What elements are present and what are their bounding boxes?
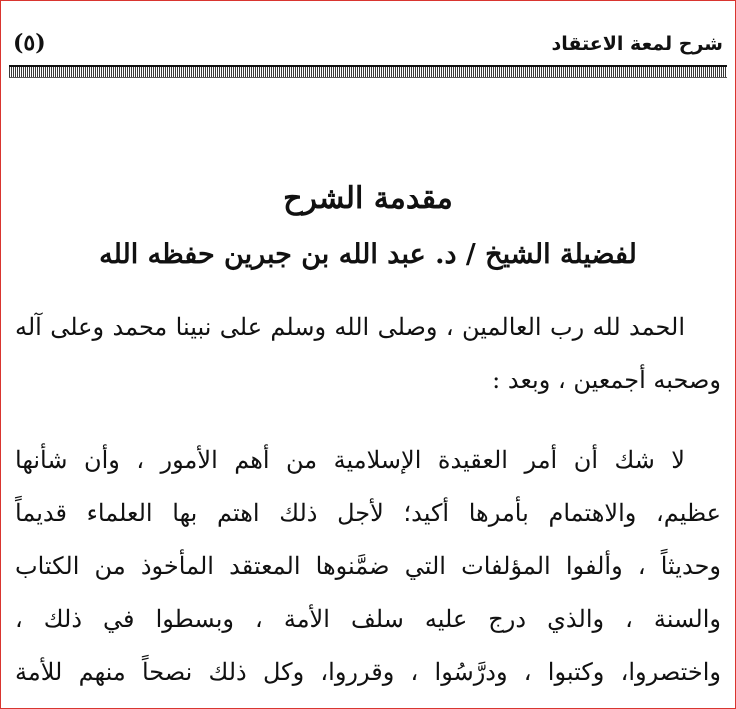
- text-line: وصحبه أجمعين ، وبعد :: [492, 366, 721, 394]
- section-title: مقدمة الشرح: [283, 181, 453, 216]
- header-rule: [9, 65, 727, 78]
- text-line: وحديثاً ، وألفوا المؤلفات التي ضمَّنوها المعتقد المأخوذ من الكتاب: [15, 552, 722, 580]
- body-text: [15, 301, 721, 699]
- text-line: لا شك أن أمر العقيدة الإسلامية من أهم الأمور ، وأن شأنها: [15, 446, 685, 474]
- text-line: والسنة ، والذي درج عليه سلف الأمة ، وبسطوا في ذلك ،: [15, 605, 721, 633]
- page-number: (٥): [13, 30, 46, 56]
- paragraph-creed: [15, 434, 721, 699]
- text-line: الحمد لله رب العالمين ، وصلى الله وسلم على نبينا محمد وعلى آله: [15, 313, 685, 341]
- page-header: [1, 1, 735, 71]
- paragraph-opening: [15, 301, 721, 407]
- author-line: لفضيلة الشيخ / د. عبد الله بن جبرين حفظه الله: [99, 239, 637, 270]
- text-line: عظيم، والاهتمام بأمرها أكيد؛ لأجل ذلك اهتم بها العلماء قديماً: [15, 499, 721, 527]
- paragraph-gap: [15, 407, 721, 434]
- book-title: شرح لمعة الاعتقاد: [551, 33, 723, 55]
- text-line: واختصروا، وكتبوا ، ودرَّسُوا ، وقرروا، وكل ذلك نصحاً منهم للأمة: [15, 658, 721, 686]
